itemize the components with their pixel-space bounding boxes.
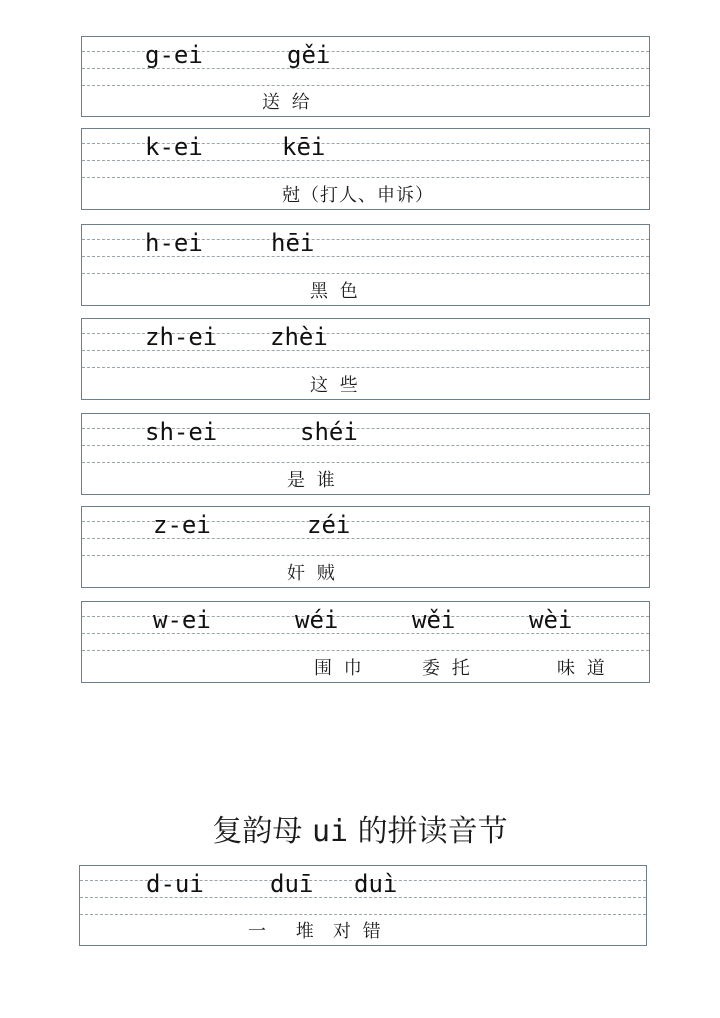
pinyin-card-sh-ei bbox=[81, 413, 650, 495]
guide-line bbox=[82, 177, 649, 178]
pinyin-card-w-ei bbox=[81, 601, 650, 683]
word: 尅（打人、申诉） bbox=[282, 185, 434, 206]
pinyin-card-zh-ei bbox=[81, 318, 650, 400]
guide-line bbox=[82, 650, 649, 651]
word: 一 堆 bbox=[248, 921, 326, 942]
word: 味 道 bbox=[557, 658, 608, 679]
word: 送 给 bbox=[262, 92, 313, 113]
word: 这 些 bbox=[310, 375, 361, 396]
syllable: zéi bbox=[307, 511, 351, 539]
spelling: sh-ei bbox=[145, 418, 218, 446]
word: 对 错 bbox=[333, 921, 384, 942]
word: 黑 色 bbox=[310, 281, 361, 302]
title-suffix: 的拼读音节 bbox=[357, 814, 508, 849]
spelling: k-ei bbox=[145, 133, 203, 161]
spelling: w-ei bbox=[153, 606, 211, 634]
syllable: wèi bbox=[529, 606, 573, 634]
guide-line bbox=[80, 914, 646, 915]
pinyin-card-d-ui bbox=[79, 865, 647, 946]
section-title bbox=[0, 810, 720, 854]
syllable: gěi bbox=[287, 41, 331, 69]
spelling: z-ei bbox=[153, 511, 211, 539]
guide-line bbox=[82, 273, 649, 274]
pinyin-card-z-ei bbox=[81, 506, 650, 588]
guide-line bbox=[82, 367, 649, 368]
syllable: hēi bbox=[271, 229, 315, 257]
word: 是 谁 bbox=[287, 470, 338, 491]
pinyin-card-k-ei bbox=[81, 128, 650, 210]
pinyin-card-h-ei bbox=[81, 224, 650, 306]
syllable: kēi bbox=[282, 133, 326, 161]
word: 奸 贼 bbox=[287, 563, 338, 584]
pinyin-card-g-ei bbox=[81, 36, 650, 117]
syllable: duī bbox=[270, 870, 314, 898]
guide-line bbox=[82, 85, 649, 86]
syllable: zhèi bbox=[270, 323, 328, 351]
title-prefix: 复韵母 bbox=[212, 814, 303, 849]
spelling: zh-ei bbox=[145, 323, 218, 351]
word: 围 巾 bbox=[314, 658, 365, 679]
spelling: d-ui bbox=[146, 870, 204, 898]
syllable: wěi bbox=[412, 606, 456, 634]
guide-line bbox=[82, 555, 649, 556]
word: 委 托 bbox=[422, 658, 473, 679]
syllable: duì bbox=[354, 870, 398, 898]
title-final: ui bbox=[311, 814, 349, 849]
syllable: wéi bbox=[295, 606, 339, 634]
guide-line bbox=[82, 462, 649, 463]
spelling: g-ei bbox=[145, 41, 203, 69]
syllable: shéi bbox=[300, 418, 358, 446]
spelling: h-ei bbox=[145, 229, 203, 257]
